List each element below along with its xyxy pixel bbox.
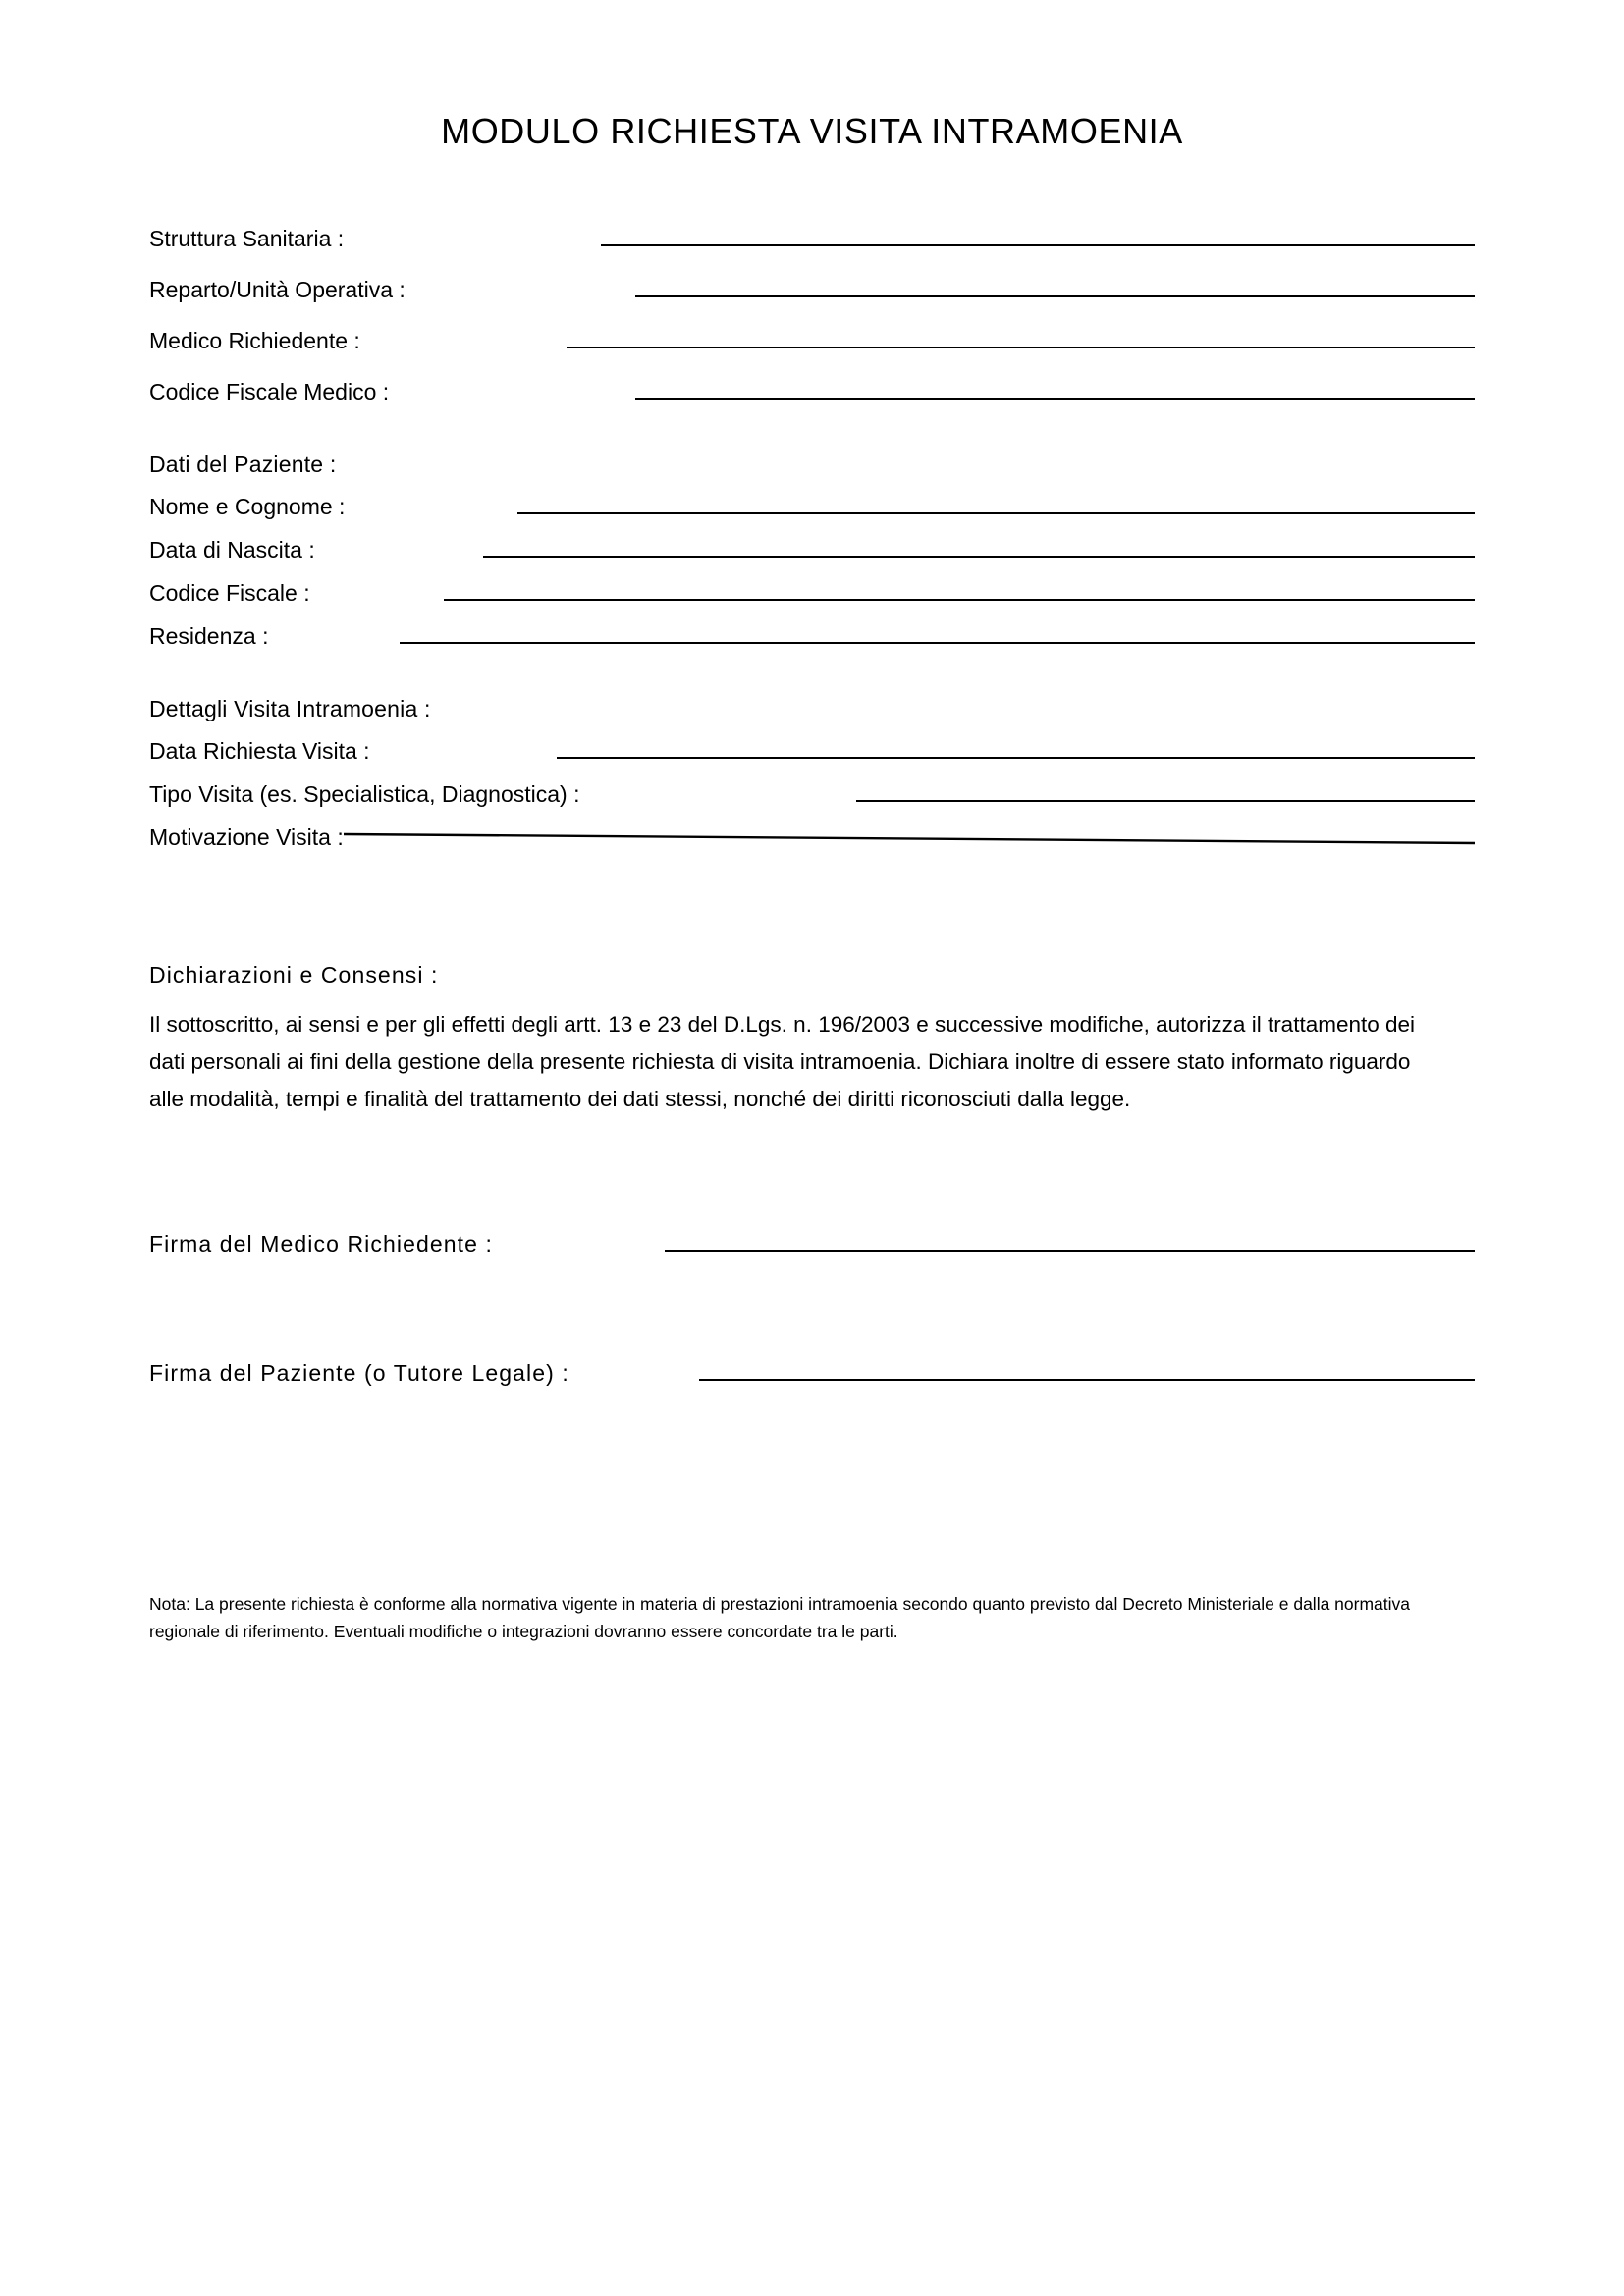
field-underline[interactable] [579, 780, 1475, 802]
page-title: MODULO RICHIESTA VISITA INTRAMOENIA [441, 111, 1183, 151]
field-label: Motivazione Visita : [149, 825, 344, 850]
field-codice-fiscale-medico[interactable] [149, 377, 1475, 406]
signature-underline[interactable] [493, 1230, 1475, 1252]
field-medico-richiedente[interactable] [149, 326, 1475, 355]
footer-note: Nota: La presente richiesta è conforme alla normativa vigente in materia di prestazioni intramoenia secondo quanto previsto dal Decreto Ministeriale e dalla normativa regionale di riferimento. Eventuali modifiche o integrazioni dovranno essere concordate tra le parti. [149, 1594, 1411, 1641]
patient-block [149, 492, 1475, 651]
field-label: Reparto/Unità Operativa : [149, 277, 406, 302]
field-label: Struttura Sanitaria : [149, 226, 345, 251]
signature-medico-row[interactable] [149, 1230, 1475, 1261]
field-underline[interactable] [268, 622, 1475, 644]
field-motivazione-visita[interactable] [149, 823, 1475, 852]
field-reparto-unita-operativa[interactable] [149, 275, 1475, 304]
field-underline[interactable] [344, 824, 1475, 845]
spacer [149, 1118, 1475, 1157]
field-data-richiesta-visita[interactable] [149, 736, 1475, 766]
patient-section-heading: Dati del Paziente : [149, 452, 337, 477]
field-underline[interactable] [310, 579, 1475, 601]
field-data-di-nascita[interactable] [149, 535, 1475, 564]
field-struttura-sanitaria[interactable] [149, 224, 1475, 253]
consent-text: Il sottoscritto, ai sensi e per gli effetti degli artt. 13 e 23 del D.Lgs. n. 196/2003 e successive modifiche, autorizza il trattamento dei dati personali ai fini della gestione della presente richiesta di visita intramoenia. Dichiara inoltre di essere stato informato riguardo alle modalità, tempi e finalità del trattamento dei dati stessi, nonché dei diritti riconosciuti dalla legge. [149, 1012, 1416, 1111]
signature-label: Firma del Paziente (o Tutore Legale) : [149, 1361, 569, 1386]
facility-block [149, 224, 1475, 406]
field-underline[interactable] [406, 276, 1475, 297]
field-underline[interactable] [344, 225, 1475, 246]
field-label: Tipo Visita (es. Specialistica, Diagnostica) : [149, 781, 580, 807]
field-label: Nome e Cognome : [149, 494, 346, 519]
field-tipo-visita[interactable] [149, 779, 1475, 809]
field-label: Codice Fiscale : [149, 580, 310, 606]
field-label: Data di Nascita : [149, 537, 315, 562]
field-label: Medico Richiedente : [149, 328, 360, 353]
field-label: Data Richiesta Visita : [149, 738, 370, 764]
field-codice-fiscale[interactable] [149, 578, 1475, 608]
field-residenza[interactable] [149, 621, 1475, 651]
consent-section-heading: Dichiarazioni e Consensi : [149, 962, 439, 988]
field-underline[interactable] [315, 536, 1475, 558]
visit-block [149, 736, 1475, 852]
visit-section-heading: Dettagli Visita Intramoenia : [149, 696, 431, 721]
field-label: Residenza : [149, 623, 269, 649]
field-underline[interactable] [360, 327, 1475, 348]
signature-label: Firma del Medico Richiedente : [149, 1231, 494, 1256]
field-underline[interactable] [370, 737, 1475, 759]
field-label: Codice Fiscale Medico : [149, 379, 390, 404]
signature-paziente-row[interactable] [149, 1360, 1475, 1391]
signature-underline[interactable] [569, 1360, 1475, 1381]
field-nome-e-cognome[interactable] [149, 492, 1475, 521]
form-body [149, 224, 1475, 1391]
field-underline[interactable] [389, 378, 1475, 400]
field-underline[interactable] [345, 493, 1475, 514]
